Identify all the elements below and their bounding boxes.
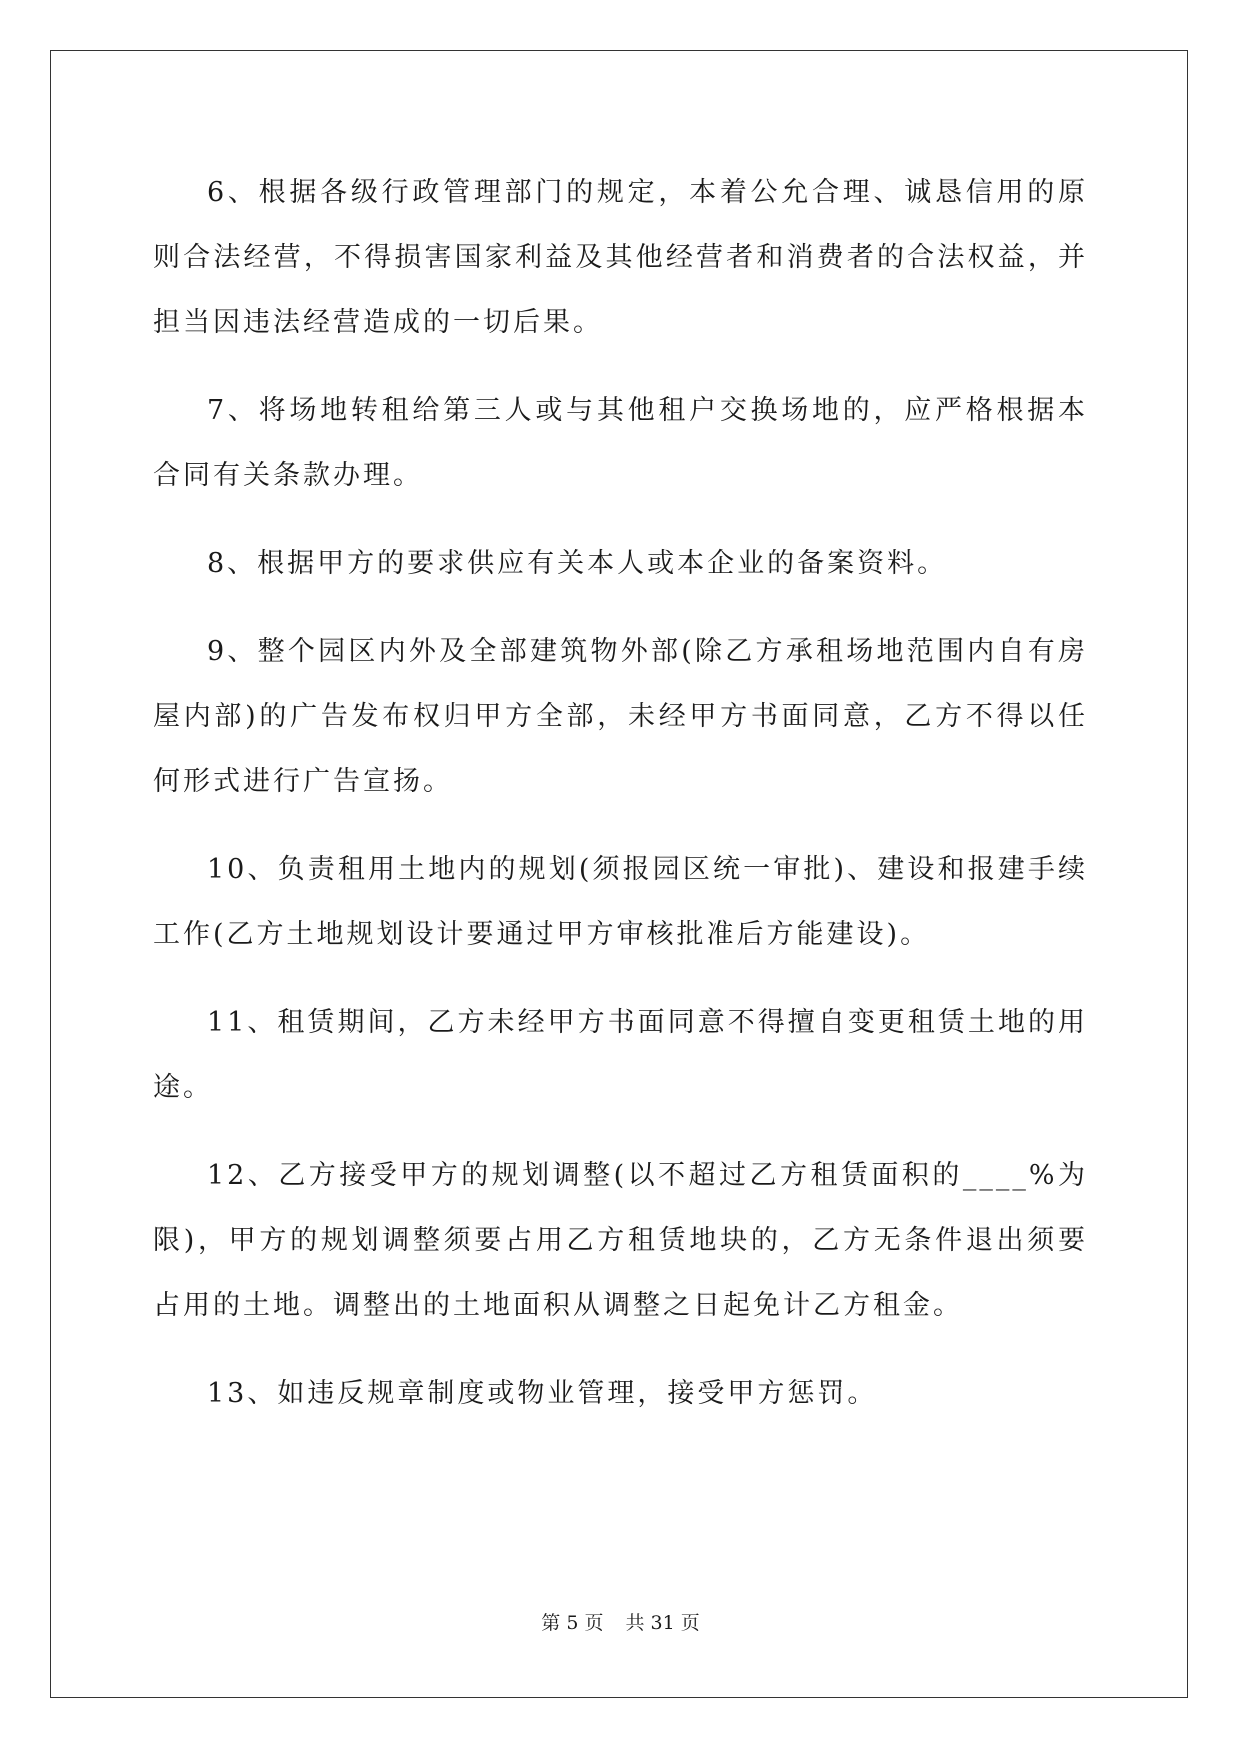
- clause-13: 13、如违反规章制度或物业管理，接受甲方惩罚。: [207, 1378, 878, 1409]
- clause-11: 11、租赁期间，乙方未经甲方书面同意不得擅自变更租赁土地的用途。: [153, 1007, 1088, 1103]
- clause-8: 8、根据甲方的要求供应有关本人或本企业的备案资料。: [207, 548, 948, 579]
- page-number: 第 5 页: [541, 1612, 604, 1634]
- clause-12: 12、乙方接受甲方的规划调整(以不超过乙方租赁面积的____%为限)，甲方的规划调整须要占用乙方租赁地块的，乙方无条件退出须要占用的土地。调整出的土地面积从调整之日起免计乙方租金。: [153, 1160, 1088, 1321]
- document-body: [153, 160, 1088, 1449]
- clause-9: 9、整个园区内外及全部建筑物外部(除乙方承租场地范围内自有房屋内部)的广告发布权归甲方全部，未经甲方书面同意，乙方不得以任何形式进行广告宣扬。: [153, 636, 1088, 797]
- clause-7: 7、将场地转租给第三人或与其他租户交换场地的，应严格根据本合同有关条款办理。: [153, 395, 1088, 491]
- page-total: 共 31 页: [625, 1612, 700, 1634]
- page-footer: [0, 1608, 1241, 1635]
- clause-6: 6、根据各级行政管理部门的规定，本着公允合理、诚恳信用的原则合法经营，不得损害国家利益及其他经营者和消费者的合法权益，并担当因违法经营造成的一切后果。: [153, 177, 1088, 338]
- clause-10: 10、负责租用土地内的规划(须报园区统一审批)、建设和报建手续工作(乙方土地规划设计要通过甲方审核批准后方能建设)。: [153, 854, 1088, 950]
